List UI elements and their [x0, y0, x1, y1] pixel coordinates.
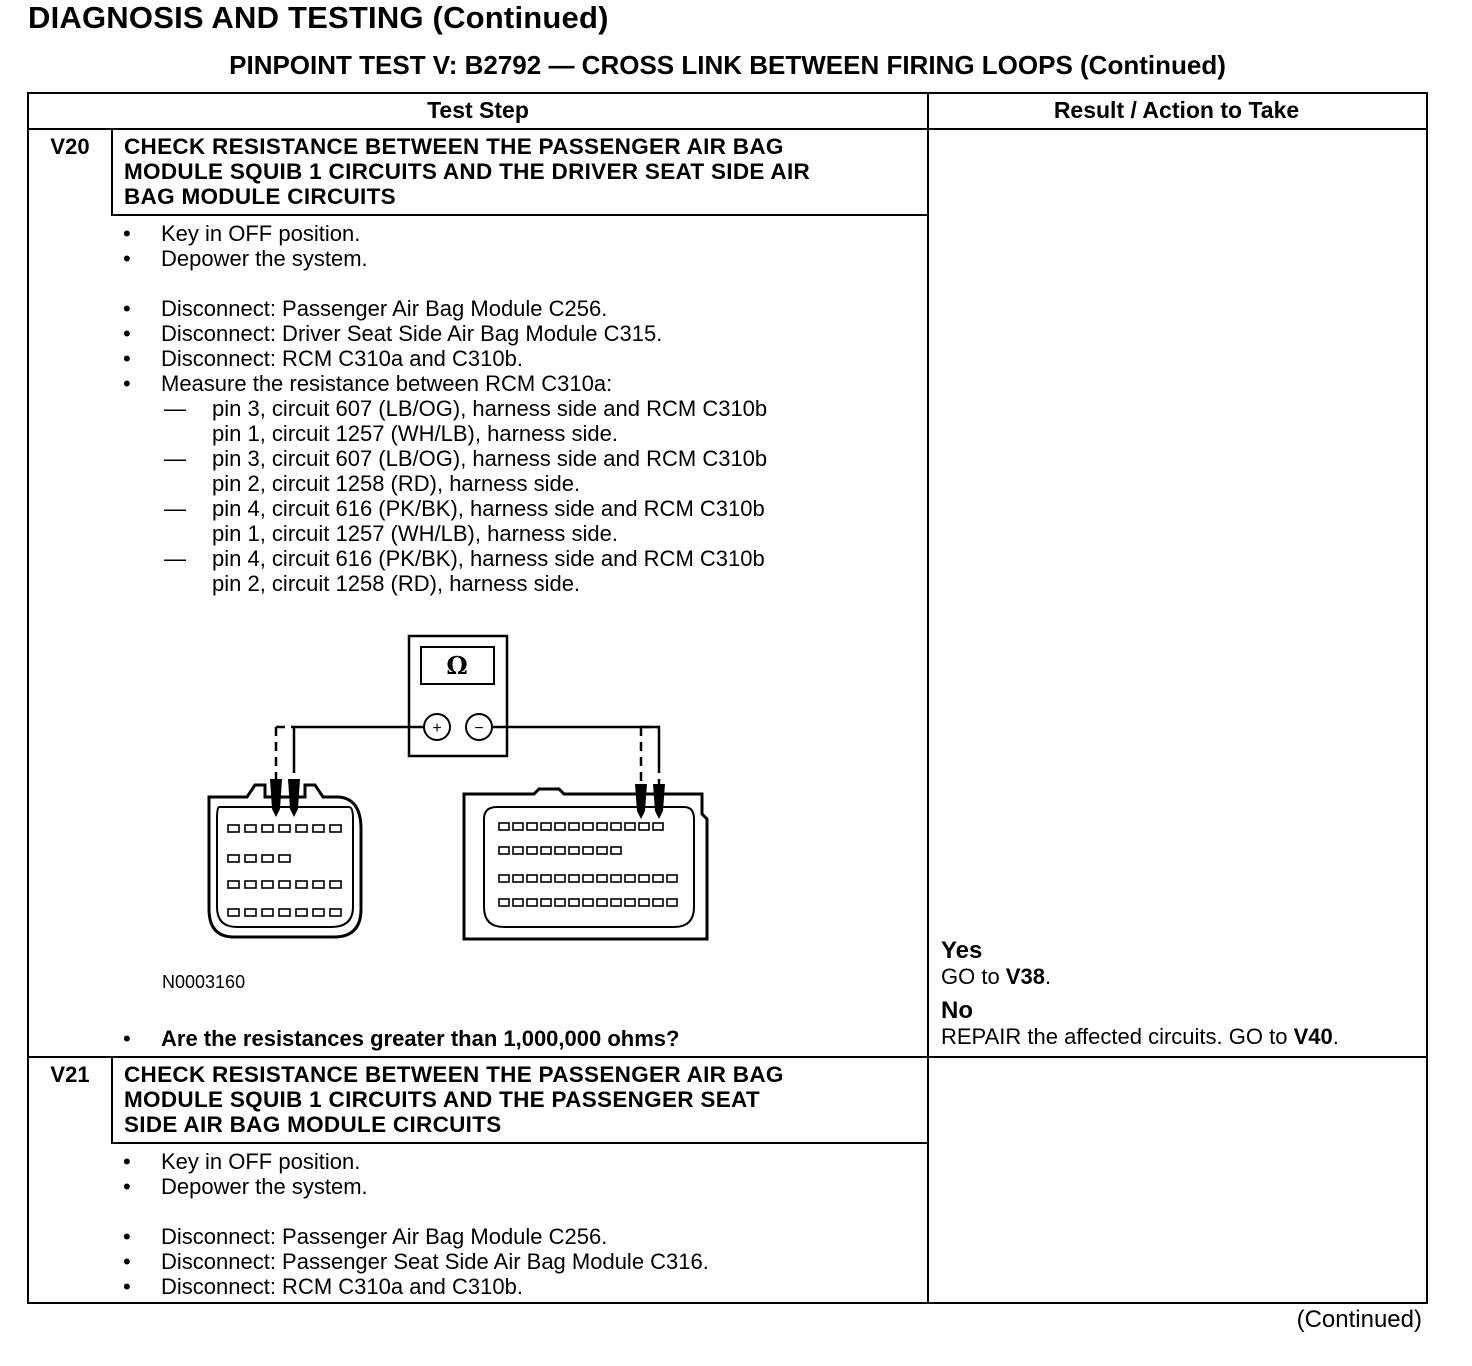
step-heading [124, 134, 914, 209]
result-no-label: No [941, 997, 973, 1024]
figure-id: N0003160 [162, 972, 246, 992]
pinpoint-test-title: PINPOINT TEST V: B2792 — CROSS LINK BETWEEN FIRING LOOPS (Continued) [229, 50, 1226, 80]
step-heading-line: CHECK RESISTANCE BETWEEN THE PASSENGER AIR BAG [124, 1062, 784, 1087]
column-divider [927, 94, 929, 1302]
step-reference-link[interactable]: V38 [1005, 964, 1045, 989]
svg-text:Ω: Ω [446, 651, 468, 680]
result-yes-label: Yes [941, 937, 983, 964]
connector-c310b-icon [464, 789, 707, 939]
ohmmeter-connector-diagram [179, 629, 739, 954]
column-header-result: Result / Action to Take [1053, 97, 1300, 123]
ohmmeter-icon [409, 636, 507, 756]
step-heading-line: CHECK RESISTANCE BETWEEN THE PASSENGER AIR BAG [124, 134, 784, 159]
step-id-divider [111, 1056, 113, 1142]
step-divider [29, 1056, 1426, 1058]
connector-c310a-icon [209, 785, 361, 937]
step-heading [124, 1062, 914, 1137]
step-heading-line: SIDE AIR BAG MODULE CIRCUITS [124, 1112, 502, 1137]
continued-note: (Continued) [1296, 1306, 1422, 1333]
step-reference-link[interactable]: V40 [1293, 1024, 1333, 1049]
column-header-test-step: Test Step [427, 97, 529, 123]
svg-text:+: + [432, 720, 442, 737]
svg-text:−: − [474, 720, 484, 737]
pinpoint-test-table: Test Step Result / Action to Take V20 CHECK RESISTANCE BETWEEN THE PASSENGER AIR BAG MODULE SQUIB 1 CIRCUITS AND THE DRIVER SEAT SIDE AIR BAG MODULE CIRCUITS • Key in OFF position. • Depower the system. • Disconnect: Passenger Air Bag Module C256. • Disconnect: Driver Seat Side Air Bag Module C315. • Disconnect: RCM C310a and C310b. • Measure the resistance between RCM C310a: — pin 3, circuit 607 (LB/OG), harness side and RCM C310b pin 1, circuit 1257 (WH/LB), harness side. — pin 3, circuit 607 (LB/OG), harness side and RCM C310b pin 2, circuit 1258 (RD), harness side. — pin 4, circuit 616 (PK/BK), harness side and RCM C310b pin 1, circuit 1257 (WH/LB), harness side. — pin 4, circuit 616 (PK/BK), harness side and RCM C310b pin 2, circuit 1258 (RD), harness side. • Are the resistances greater than 1,000,000 ohms? Ω + − N0003160 Yes GO to V38. No REPAIR the affected circuits. GO to V40. V21 CHECK RESISTANCE BETWEEN THE PASSENGER AIR BAG MODULE SQUIB 1 CIRCUITS AND THE PASSENGER SEAT SIDE AIR BAG MODULE CIRCUITS • Key in OFF position. • Depower the system. • Disconnect: Passenger Air Bag Module C256. • Disconnect: Passenger Seat Side Air Bag Module C316. • Disconnect: RCM C310a and C310b. [27, 92, 1428, 1304]
probe-icon [270, 779, 665, 819]
result-no-action: REPAIR the affected circuits. GO to V40. [941, 1024, 1339, 1049]
step-heading-divider [111, 214, 927, 216]
step-id: V21 [50, 1062, 90, 1087]
section-title: DIAGNOSIS AND TESTING (Continued) [28, 0, 609, 35]
step-heading-line: MODULE SQUIB 1 CIRCUITS AND THE PASSENGER SEAT [124, 1087, 760, 1112]
step-heading-line: BAG MODULE CIRCUITS [124, 184, 396, 209]
step-heading-divider [111, 1142, 927, 1144]
step-id: V20 [50, 134, 90, 159]
step-heading-line: MODULE SQUIB 1 CIRCUITS AND THE DRIVER SEAT SIDE AIR [124, 159, 811, 184]
step-id-divider [111, 128, 113, 214]
result-yes-action: GO to V38. [941, 964, 1052, 989]
